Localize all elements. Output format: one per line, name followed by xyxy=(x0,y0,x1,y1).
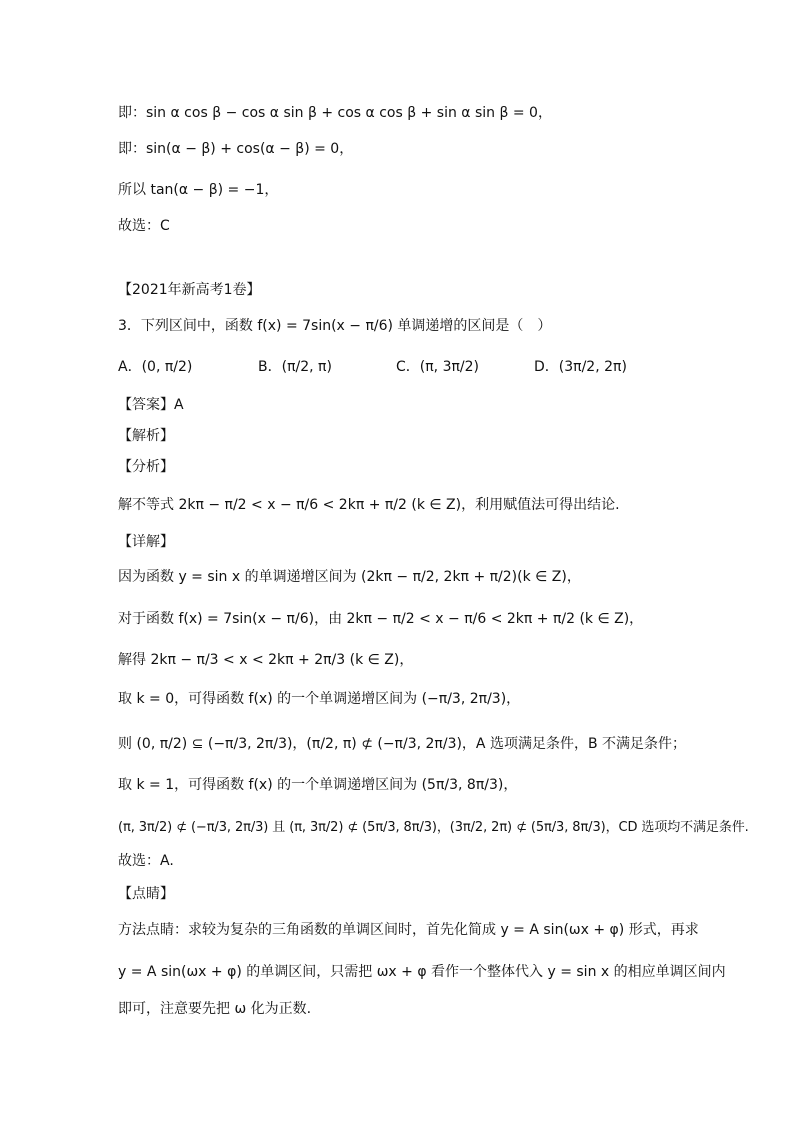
text-line: 方法点睛：求较为复杂的三角函数的单调区间时，首先化简成 y = A sin(ωx + φ) 形式，再求 xyxy=(118,922,699,938)
analysis-sub-label: 【分析】 xyxy=(118,459,174,475)
detail-label: 【详解】 xyxy=(118,534,174,550)
text-line: 取 k = 0，可得函数 f(x) 的一个单调递增区间为 (−π/3, 2π/3)， xyxy=(118,691,521,707)
text-line: 即可，注意要先把 ω 化为正数. xyxy=(118,1001,312,1017)
text-line: 则 (0, π/2) ⊆ (−π/3, 2π/3)，(π/2, π) ⊄ (−π/3, 2π/3)，A 选项满足条件，B 不满足条件； xyxy=(118,736,687,752)
text-line: 对于函数 f(x) = 7sin(x − π/6)，由 2kπ − π/2 < x − π/6 < 2kπ + π/2 (k ∈ Z)， xyxy=(118,611,644,627)
option-d: D．(3π/2, 2π) xyxy=(534,359,627,375)
question-stem: 3．下列区间中，函数 f(x) = 7sin(x − π/6) 单调递增的区间是（ ） xyxy=(118,318,552,334)
option-a: A．(0, π/2) xyxy=(118,359,193,375)
text-line: y = A sin(ωx + φ) 的单调区间，只需把 ωx + φ 看作一个整体代入 y = sin x 的相应单调区间内 xyxy=(118,964,726,980)
option-b: B．(π/2, π) xyxy=(258,359,332,375)
comment-label: 【点睛】 xyxy=(118,886,174,902)
section-tag: 【2021年新高考1卷】 xyxy=(118,282,261,298)
text-line: 解得 2kπ − π/3 < x < 2kπ + 2π/3 (k ∈ Z)， xyxy=(118,652,414,668)
text-line: 解不等式 2kπ − π/2 < x − π/6 < 2kπ + π/2 (k ∈ Z)，利用赋值法可得出结论. xyxy=(118,497,620,513)
text-line: 取 k = 1，可得函数 f(x) 的一个单调递增区间为 (5π/3, 8π/3)， xyxy=(118,777,518,793)
text-line: 所以 tan(α − β) = −1， xyxy=(118,182,279,198)
text-line: (π, 3π/2) ⊄ (−π/3, 2π/3) 且 (π, 3π/2) ⊄ (5π/3, 8π/3)，(3π/2, 2π) ⊄ (5π/3, 8π/3)，CD 选项均不满足条件. xyxy=(118,820,749,835)
text-line: 故选：C xyxy=(118,218,170,234)
option-c: C．(π, 3π/2) xyxy=(396,359,479,375)
answer-label: 【答案】A xyxy=(118,397,184,413)
text-line: 故选：A. xyxy=(118,853,174,869)
analysis-label: 【解析】 xyxy=(118,428,174,444)
text-line: 即：sin α cos β − cos α sin β + cos α cos β + sin α sin β = 0， xyxy=(118,105,552,121)
text-line: 即：sin(α − β) + cos(α − β) = 0， xyxy=(118,141,354,157)
text-line: 因为函数 y = sin x 的单调递增区间为 (2kπ − π/2, 2kπ + π/2)(k ∈ Z)， xyxy=(118,569,581,585)
